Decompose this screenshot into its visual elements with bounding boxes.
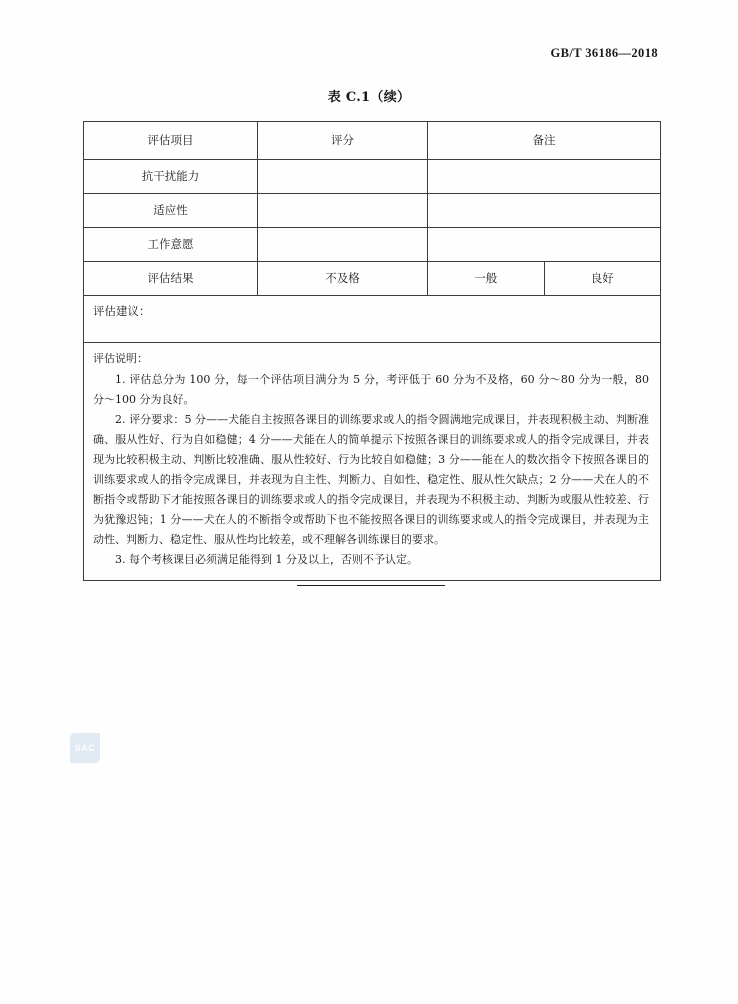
remark-cell-adaptability[interactable]	[428, 194, 661, 228]
evaluation-note-1: 1. 评估总分为 100 分，每一个评估项目满分为 5 分，考评低于 60 分为不及格，60 分～80 分为一般，80 分～100 分为良好。	[93, 373, 649, 407]
table-row-result	[84, 262, 661, 296]
standard-number-header: GB/T 36186—2018	[550, 46, 658, 60]
score-cell-work-willingness[interactable]	[258, 228, 428, 262]
sac-watermark-label: SAC	[74, 743, 96, 753]
evaluation-notes-cell	[84, 343, 661, 581]
table-header-row	[84, 122, 661, 160]
row-label-evaluation-result: 评估结果	[84, 262, 258, 296]
column-header-remark: 备注	[428, 122, 661, 160]
result-option-good[interactable]: 良好	[544, 262, 661, 296]
result-option-average[interactable]: 一般	[428, 262, 545, 296]
evaluation-note-2: 2. 评分要求：5 分——犬能自主按照各课目的训练要求或人的指令圆满地完成课目，并表现积极主动、判断准确、服从性好、行为自如稳健；4 分——犬能在人的简单提示下按照各课目的训练要求或人的指令完成课目，并表现为比较积极主动、判断比较准确、服从性较好、行为比较自如稳健；3 分——能在人的数次指令下按照各课目的训练要求或人的指令完成课目，并表现为自主性、判断力、自如性、稳定性、服从性欠缺点；2 分——犬在人的不断指令或帮助下才能按照各课目的训练要求或人的指令完成课目，并表现为不积极主动、判断为或服从性较差、行为犹豫迟钝；1 分——犬在人的不断指令或帮助下也不能按照各课目的训练要求或人的指令完成课目，并表现为主动性、判断力、稳定性、服从性均比较差，或不理解各训练课目的要求。	[93, 413, 649, 547]
table-row	[84, 160, 661, 194]
table-row	[84, 194, 661, 228]
result-option-fail[interactable]: 不及格	[258, 262, 428, 296]
row-label-anti-interference: 抗干扰能力	[84, 160, 258, 194]
evaluation-notes-title: 评估说明：	[93, 352, 148, 365]
column-header-item: 评估项目	[84, 122, 258, 160]
table-caption: 表 C.1（续）	[327, 90, 411, 105]
remark-cell-work-willingness[interactable]	[428, 228, 661, 262]
table-row	[84, 228, 661, 262]
evaluation-note-3: 3. 每个考核课目必须满足能得到 1 分及以上，否则不予认定。	[115, 553, 418, 567]
evaluation-suggestion-label[interactable]: 评估建议：	[84, 296, 661, 343]
table-row-suggestion	[84, 296, 661, 343]
row-label-adaptability: 适应性	[84, 194, 258, 228]
remark-cell-anti-interference[interactable]	[428, 160, 661, 194]
end-of-document-rule	[297, 585, 445, 586]
evaluation-table	[83, 121, 661, 581]
column-header-score: 评分	[258, 122, 428, 160]
sac-watermark-logo	[70, 733, 100, 763]
score-cell-adaptability[interactable]	[258, 194, 428, 228]
table-row-notes	[84, 343, 661, 581]
row-label-work-willingness: 工作意愿	[84, 228, 258, 262]
score-cell-anti-interference[interactable]	[258, 160, 428, 194]
